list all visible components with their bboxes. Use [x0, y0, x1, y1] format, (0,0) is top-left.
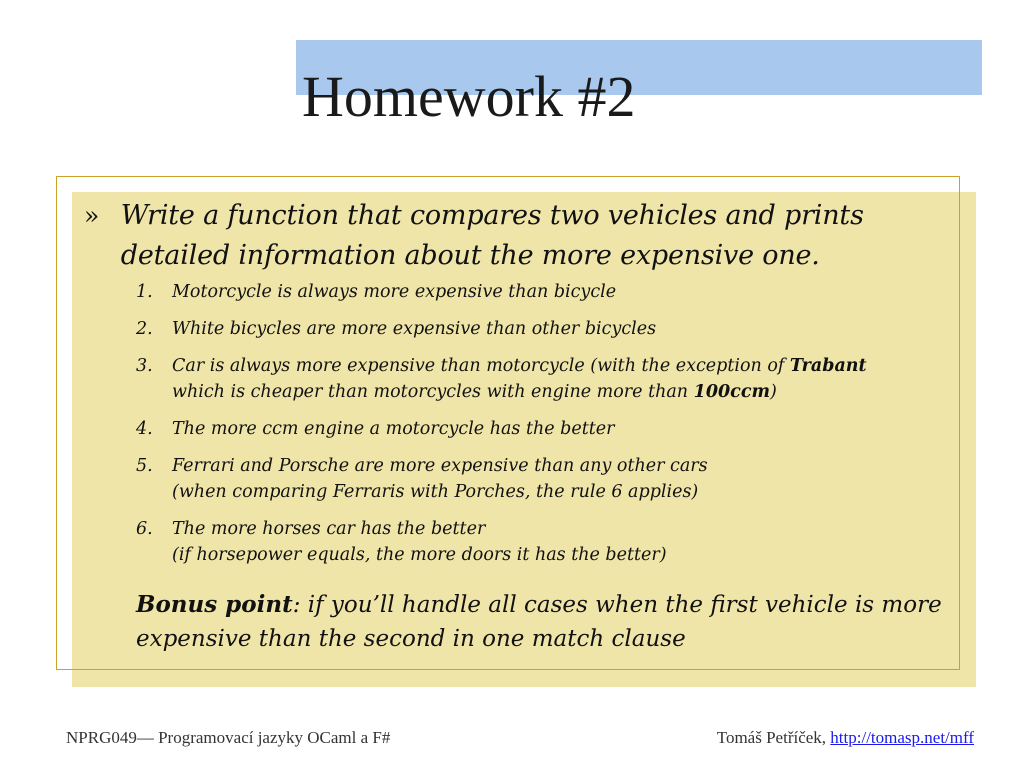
rule-number: 1.: [136, 282, 153, 302]
rule-text: [172, 416, 952, 442]
rule-item: [136, 279, 964, 305]
rule-line: (when comparing Ferraris with Porches, the rule 6 applies): [172, 482, 699, 502]
rule-text-segment: Car is always more expensive than motorcycle (with the exception of: [172, 356, 790, 376]
main-bullet-text: [121, 196, 964, 276]
footer-author-name: Tomáš Petříček,: [716, 728, 831, 747]
rule-line: (if horsepower equals, the more doors it has the better): [172, 545, 667, 565]
rule-line: White bicycles are more expensive than other bicycles: [172, 319, 657, 339]
rule-text: [172, 353, 952, 405]
rule-item: [136, 316, 964, 342]
rule-line: [172, 353, 952, 379]
rule-line: [172, 379, 952, 405]
rule-text: [172, 516, 952, 568]
trabant-emphasis: Trabant: [789, 356, 867, 376]
rule-line: The more horses car has the better: [172, 519, 486, 539]
rule-text: [172, 453, 952, 505]
slide-title: Homework #2: [302, 64, 636, 129]
rule-text: [172, 279, 952, 305]
main-bullet: [84, 196, 964, 276]
footer-website-link[interactable]: http://tomasp.net/mff: [830, 728, 974, 747]
rules-list: [136, 279, 964, 568]
bullet-marker: »: [84, 201, 100, 230]
main-bullet-line-1: Write a function that compares two vehicles and prints: [120, 200, 864, 231]
rule-item: [136, 516, 964, 568]
rule-line: Motorcycle is always more expensive than bicycle: [172, 282, 617, 302]
rule-line: Ferrari and Porsche are more expensive than any other cars: [172, 456, 708, 476]
rule-item: [136, 453, 964, 505]
rule-item: [136, 416, 964, 442]
footer-author: [717, 728, 974, 748]
rule-line: The more ccm engine a motorcycle has the better: [172, 419, 615, 439]
rule-number: 5.: [136, 456, 153, 476]
rule-number: 2.: [136, 319, 153, 339]
bonus-text: : if you’ll handle all cases when the first vehicle is more expensive than the second in one match clause: [136, 592, 942, 652]
rule-number: 4.: [136, 419, 153, 439]
rule-text: [172, 316, 952, 342]
rule-text-segment: ): [770, 382, 777, 402]
rule-item: [136, 353, 964, 405]
ccm-emphasis: 100ccm: [693, 382, 770, 402]
rule-number: 6.: [136, 519, 153, 539]
rule-number: 3.: [136, 356, 153, 376]
bonus-note: [136, 588, 956, 656]
footer-course: NPRG049— Programovací jazyky OCaml a F#: [66, 728, 391, 747]
bonus-label: Bonus point: [136, 591, 293, 618]
rule-text-segment: which is cheaper than motorcycles with engine more than: [172, 382, 694, 402]
content-area: [84, 196, 964, 656]
main-bullet-line-2: detailed information about the more expensive one.: [120, 240, 820, 271]
